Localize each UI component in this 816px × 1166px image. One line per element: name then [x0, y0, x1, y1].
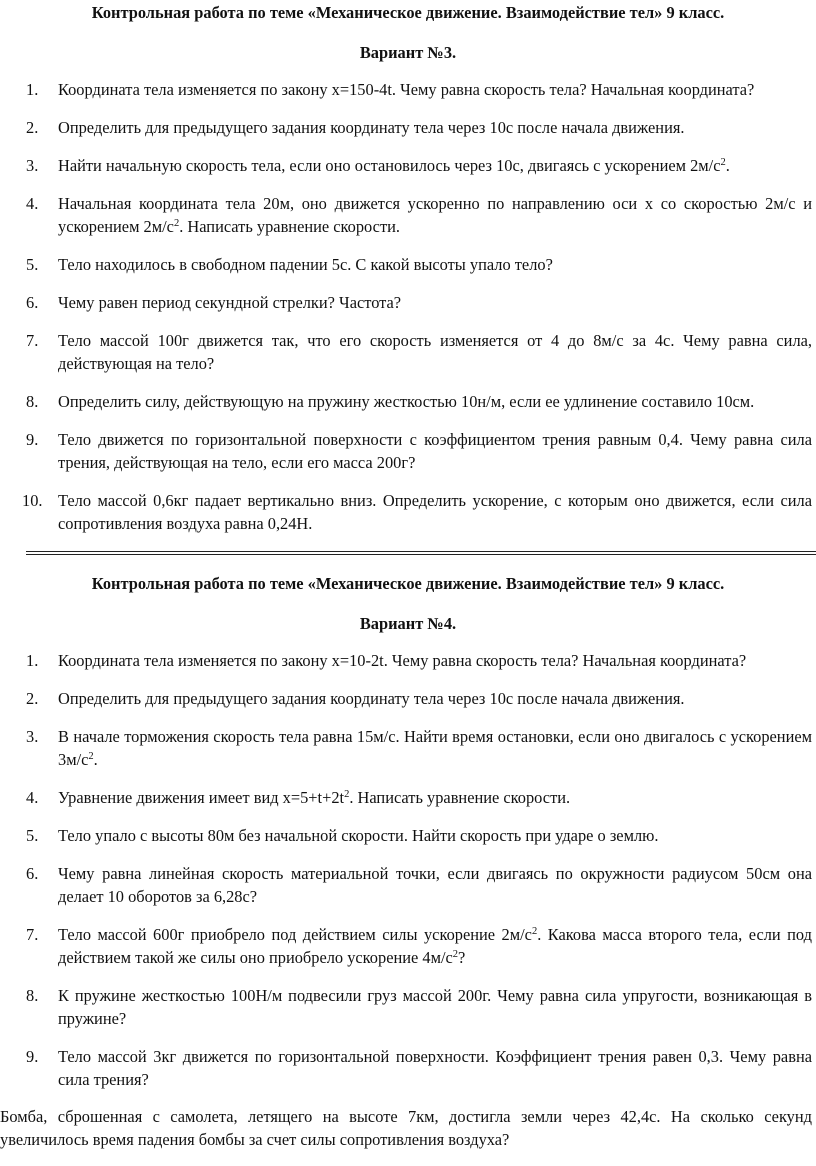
task-text: Тело упало с высоты 80м без начальной скорости. Найти скорость при ударе о землю.	[58, 826, 659, 845]
task-number: 10.	[22, 491, 43, 510]
task-text: Тело массой 0,6кг падает вертикально вниз. Определить ускорение, с которым оно движется, если сила сопротивления воздуха равна 0,24Н.	[58, 491, 812, 533]
task-number: 4.	[26, 194, 39, 213]
task-item	[0, 862, 816, 908]
task-text-tail: . Написать уравнение скорости.	[179, 217, 400, 236]
task-text: К пружине жесткостью 100Н/м подвесили груз массой 200г. Чему равна сила упругости, возникающая в пружине?	[58, 986, 812, 1028]
task-text: Координата тела изменяется по закону x=150-4t. Чему равна скорость тела? Начальная координата?	[58, 80, 755, 99]
superscript: 2	[531, 926, 538, 937]
task-number: 5.	[26, 255, 39, 274]
task-text: Тело массой 600г приобрело под действием силы ускорение 2м/с	[58, 925, 532, 944]
task-item	[0, 824, 816, 847]
task-text-tail: ?	[458, 948, 466, 967]
task-text: Начальная координата тела 20м, оно движется ускоренно по направлению оси x со скоростью 2м/с и ускорением 2м/с	[58, 194, 812, 236]
task-text: Координата тела изменяется по закону x=10-2t. Чему равна скорость тела? Начальная координата?	[58, 651, 747, 670]
task-item	[0, 428, 816, 474]
task-item	[0, 390, 816, 413]
task-item	[0, 489, 816, 535]
superscript: 2	[344, 789, 350, 800]
superscript: 2	[720, 157, 726, 168]
variant-3-title: Контрольная работа по теме «Механическое движение. Взаимодействие тел» 9 класс.	[91, 3, 725, 22]
superscript: 2	[452, 949, 459, 960]
variant-4-title: Контрольная работа по теме «Механическое движение. Взаимодействие тел» 9 класс.	[91, 574, 725, 593]
task-number: 9.	[26, 430, 39, 449]
task-number: 1.	[26, 651, 39, 670]
superscript: 2	[173, 218, 180, 229]
task-text: Найти начальную скорость тела, если оно остановилось через 10с, двигаясь с ускорением 2м/с	[58, 156, 721, 175]
variant-3-task-list	[0, 78, 816, 535]
task-number: 5.	[26, 826, 39, 845]
task-text-tail: .	[93, 750, 98, 769]
task-number: 2.	[26, 118, 39, 137]
variant-4-heading: Вариант №4.	[359, 614, 457, 633]
task-item	[0, 649, 816, 672]
task-item	[0, 923, 816, 969]
task-item	[0, 192, 816, 238]
variant-3-section	[0, 0, 816, 535]
task-number: 7.	[26, 331, 39, 350]
task-text: Определить силу, действующую на пружину жесткостью 10н/м, если ее удлинение составило 10см.	[58, 392, 755, 411]
task-text: Уравнение движения имеет вид x=5+t+2t	[58, 788, 345, 807]
task-number: 3.	[26, 727, 39, 746]
task-item	[0, 687, 816, 710]
task-text: Определить для предыдущего задания координату тела через 10с после начала движения.	[58, 118, 685, 137]
task-number: 6.	[26, 864, 39, 883]
task-number: 2.	[26, 689, 39, 708]
task-text: Чему равен период секундной стрелки? Частота?	[58, 293, 402, 312]
task-item	[0, 725, 816, 771]
task-text: В начале торможения скорость тела равна 15м/с. Найти время остановки, если оно двигалось с ускорением 3м/с	[58, 727, 812, 769]
task-item	[0, 253, 816, 276]
task-item	[0, 116, 816, 139]
task-number: 4.	[26, 788, 39, 807]
task-item	[0, 1045, 816, 1091]
task-item	[0, 984, 816, 1030]
task-text-tail: . Какова масса второго тела, если под действием такой же силы оно приобрело ускорение 4м/с	[58, 925, 812, 967]
task-item	[0, 786, 816, 809]
task-item	[0, 78, 816, 101]
task-text: Тело движется по горизонтальной поверхности с коэффициентом трения равным 0,4. Чему равна сила трения, действующая на тело, если его масса 200г?	[58, 430, 812, 472]
superscript: 2	[88, 751, 94, 762]
task-text-tail: . Написать уравнение скорости.	[349, 788, 571, 807]
task-text: Тело массой 3кг движется по горизонтальной поверхности. Коэффициент трения равен 0,3. Чему равна сила трения?	[58, 1047, 812, 1089]
section-divider	[26, 551, 816, 555]
task-number: 7.	[26, 925, 39, 944]
task-number: 6.	[26, 293, 39, 312]
variant-4-section	[0, 560, 816, 1091]
task-number: 1.	[26, 80, 39, 99]
task-text: Тело находилось в свободном падении 5с. С какой высоты упало тело?	[58, 255, 553, 274]
task-text: Определить для предыдущего задания координату тела через 10с после начала движения.	[58, 689, 685, 708]
variant-4-task-list	[0, 649, 816, 1091]
task-text-tail: .	[725, 156, 730, 175]
task-item	[0, 329, 816, 375]
task-number: 3.	[26, 156, 39, 175]
task-number: 9.	[26, 1047, 39, 1066]
task-text: Чему равна линейная скорость материальной точки, если двигаясь по окружности радиусом 50см она делает 10 оборотов за 6,28с?	[58, 864, 812, 906]
variant-3-heading: Вариант №3.	[359, 43, 457, 62]
task-number: 8.	[26, 392, 39, 411]
task-number: 8.	[26, 986, 39, 1005]
task-item	[0, 154, 816, 177]
task-text: Тело массой 100г движется так, что его скорость изменяется от 4 до 8м/с за 4с. Чему равна сила, действующая на тело?	[58, 331, 812, 373]
task-item	[0, 291, 816, 314]
bonus-task-paragraph: Бомба, сброшенная с самолета, летящего на высоте 7км, достигла земли через 42,4с. На сколько секунд увеличилось время падения бомбы за счет силы сопротивления воздуха?	[0, 1107, 812, 1149]
